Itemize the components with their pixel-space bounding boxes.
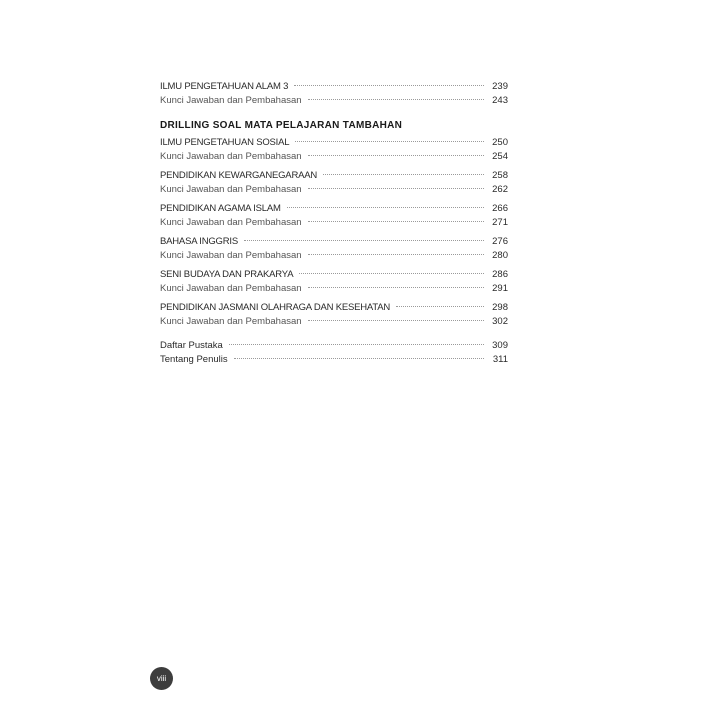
toc-page-number: 286 (492, 269, 508, 280)
toc-page-number: 266 (492, 203, 508, 214)
dot-leader (396, 306, 484, 307)
toc-entry-title: Kunci Jawaban dan Pembahasan (160, 316, 302, 327)
toc-page-number: 311 (492, 354, 508, 365)
toc-entry (160, 235, 508, 249)
toc-entry (160, 202, 508, 216)
toc-entry (160, 315, 508, 329)
toc-page-number: 271 (492, 217, 508, 228)
toc-page-number: 254 (492, 151, 508, 162)
section-heading: DRILLING SOAL MATA PELAJARAN TAMBAHAN (160, 120, 403, 131)
toc-page-number: 280 (492, 250, 508, 261)
toc-entry (160, 249, 508, 263)
toc-entry-title: Kunci Jawaban dan Pembahasan (160, 217, 302, 228)
toc-page-number: 239 (492, 81, 508, 92)
toc-page-number: 298 (492, 302, 508, 313)
toc-entry-title: PENDIDIKAN KEWARGANEGARAAN (160, 170, 318, 181)
toc-entry (160, 183, 508, 197)
toc-entry (160, 268, 508, 282)
toc-entry (160, 80, 508, 94)
dot-leader (234, 358, 484, 359)
toc-entry (160, 282, 508, 296)
dot-leader (308, 155, 484, 156)
toc-page-number: 309 (492, 340, 508, 351)
toc-entry (160, 150, 508, 164)
dot-leader (229, 344, 484, 345)
toc-page-number: 250 (492, 137, 508, 148)
dot-leader (308, 221, 484, 222)
page-number-badge: viii (150, 667, 173, 690)
toc-entry-title: Kunci Jawaban dan Pembahasan (160, 95, 302, 106)
toc-entry-title: PENDIDIKAN AGAMA ISLAM (160, 203, 281, 214)
toc-page-number: 302 (492, 316, 508, 327)
dot-leader (308, 188, 484, 189)
dot-leader (308, 320, 484, 321)
toc-page-number: 262 (492, 184, 508, 195)
dot-leader (308, 254, 484, 255)
dot-leader (244, 240, 484, 241)
toc-entry (160, 301, 508, 315)
toc-entry-title: Daftar Pustaka (160, 340, 223, 351)
dot-leader (294, 85, 484, 86)
table-of-contents (160, 80, 508, 367)
dot-leader (308, 99, 484, 100)
toc-entry-title: PENDIDIKAN JASMANI OLAHRAGA DAN KESEHATAN (160, 302, 391, 313)
toc-page-number: 258 (492, 170, 508, 181)
dot-leader (299, 273, 484, 274)
dot-leader (323, 174, 484, 175)
toc-page-number: 243 (492, 95, 508, 106)
toc-entry-title: BAHASA INGGRIS (160, 236, 238, 247)
dot-leader (287, 207, 484, 208)
toc-entry-title: Kunci Jawaban dan Pembahasan (160, 151, 302, 162)
toc-entry-title: Kunci Jawaban dan Pembahasan (160, 250, 302, 261)
toc-page-number: 291 (492, 283, 508, 294)
toc-entry (160, 339, 508, 353)
toc-entry (160, 169, 508, 183)
toc-entry-title: Kunci Jawaban dan Pembahasan (160, 283, 302, 294)
toc-entry-title: ILMU PENGETAHUAN SOSIAL (160, 137, 290, 148)
dot-leader (308, 287, 484, 288)
toc-entry-title: Tentang Penulis (160, 354, 228, 365)
toc-entry-title: ILMU PENGETAHUAN ALAM 3 (160, 81, 289, 92)
toc-entry (160, 353, 508, 367)
toc-entry (160, 136, 508, 150)
toc-entry-title: Kunci Jawaban dan Pembahasan (160, 184, 302, 195)
toc-page-number: 276 (492, 236, 508, 247)
toc-entry (160, 216, 508, 230)
dot-leader (295, 141, 484, 142)
toc-entry (160, 94, 508, 108)
toc-entry-title: SENI BUDAYA DAN PRAKARYA (160, 269, 294, 280)
